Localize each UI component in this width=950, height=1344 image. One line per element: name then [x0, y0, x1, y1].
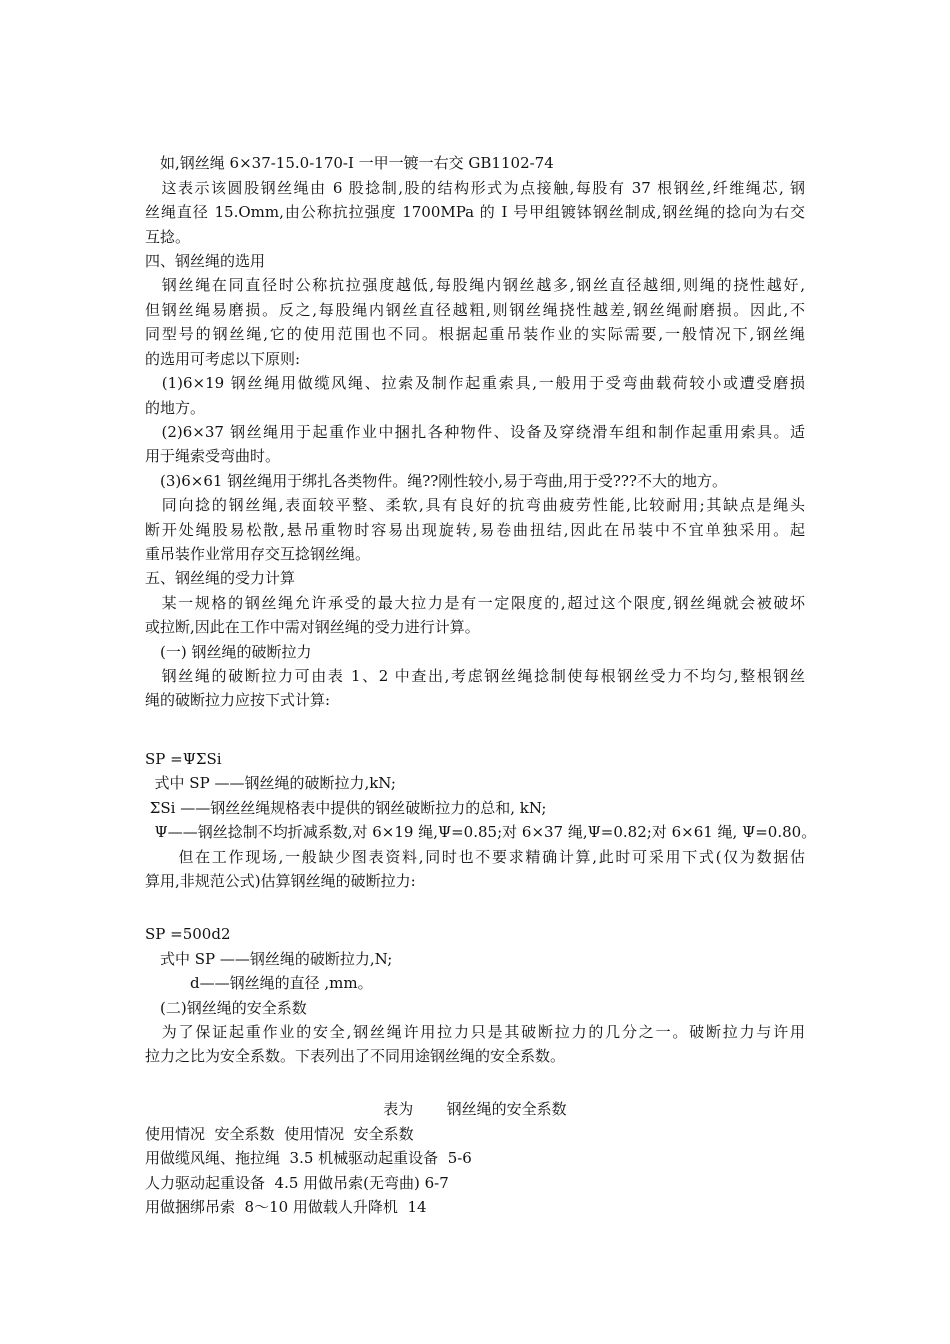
text-line: 算用,非规范公式)估算钢丝绳的破断拉力:	[145, 872, 416, 890]
text-line: 但在工作现场,一般缺少图表资料,同时也不要求精确计算,此时可采用下式(仅为数据估	[145, 848, 805, 866]
text-line: 重吊装作业常用存交互捻钢丝绳。	[145, 545, 371, 563]
formula-definition: Ψ——钢丝捻制不均折减系数,对 6×19 绳,Ψ=0.85;对 6×37 绳,Ψ=0.82;对 6×61 绳, Ψ=0.80。	[145, 823, 817, 841]
table-row: 用做缆风绳、拖拉绳 3.5 机械驱动起重设备 5-6	[145, 1149, 472, 1167]
text-line: 用于绳索受弯曲时。	[145, 447, 281, 465]
text-line: 断开处绳股易松散,悬吊重物时容易出现旋转,易卷曲扭结,因此在吊装中不宜单独采用。起	[145, 521, 805, 539]
text-line: 的选用可考虑以下原则:	[145, 350, 301, 368]
text-line: 如,钢丝绳 6×37-15.0-170-I 一甲一镀一右交 GB1102-74	[145, 154, 554, 172]
text-line: 同型号的钢丝绳,它的使用范围也不同。根据起重吊装作业的实际需要,一般情况下,钢丝绳	[145, 325, 805, 343]
text-line: 或拉断,因此在工作中需对钢丝绳的受力进行计算。	[145, 618, 480, 636]
text-line: 的地方。	[145, 399, 206, 417]
text-line: 互捻。	[145, 228, 191, 246]
section-heading: 四、钢丝绳的选用	[145, 252, 266, 270]
text-line: 但钢丝绳易磨损。反之,每股绳内钢丝直径越粗,则钢丝绳挠性越差,钢丝绳耐磨损。因此,不	[145, 301, 805, 319]
table-row: 人力驱动起重设备 4.5 用做吊索(无弯曲) 6-7	[145, 1174, 449, 1192]
table-row: 用做捆绑吊索 8～10 用做载人升降机 14	[145, 1198, 427, 1216]
formula: SP =ΨΣSi	[145, 750, 222, 768]
text-line: (1)6×19 钢丝绳用做缆风绳、拉索及制作起重索具,一般用于受弯曲载荷较小或遭受磨损	[145, 374, 805, 392]
text-line: 绳的破断拉力应按下式计算:	[145, 691, 331, 709]
text-line: 丝绳直径 15.Omm,由公称抗拉强度 1700MPa 的 I 号甲组镀钵钢丝制成,钢丝绳的捻向为右交	[145, 203, 805, 221]
formula-definition: d——钢丝绳的直径 ,mm。	[145, 974, 373, 992]
table-row: 使用情况 安全系数 使用情况 安全系数	[145, 1125, 414, 1143]
subsection-heading: (二)钢丝绳的安全系数	[145, 999, 307, 1017]
text-line: 某一规格的钢丝绳允许承受的最大拉力是有一定限度的,超过这个限度,钢丝绳就会被破坏	[145, 594, 805, 612]
formula-definition: 式中 SP ——钢丝绳的破断拉力,N;	[145, 950, 393, 968]
text-line: 为了保证起重作业的安全,钢丝绳许用拉力只是其破断拉力的几分之一。破断拉力与许用	[145, 1023, 805, 1041]
formula-definition: 式中 SP ——钢丝绳的破断拉力,kN;	[145, 774, 396, 792]
table-caption: 表为 钢丝绳的安全系数	[383, 1100, 567, 1118]
text-line: 同向捻的钢丝绳,表面较平整、柔软,具有良好的抗弯曲疲劳性能,比较耐用;其缺点是绳头	[145, 496, 805, 514]
text-line: 钢丝绳在同直径时公称抗拉强度越低,每股绳内钢丝越多,钢丝直径越细,则绳的挠性越好,	[145, 276, 805, 294]
text-line: 这表示该圆股钢丝绳由 6 股捻制,股的结构形式为点接触,每股有 37 根钢丝,纤维绳芯, 钢	[145, 179, 805, 197]
text-line: 钢丝绳的破断拉力可由表 1、2 中查出,考虑钢丝绳捻制使每根钢丝受力不均匀,整根钢丝	[145, 667, 805, 685]
section-heading: 五、钢丝绳的受力计算	[145, 569, 296, 587]
formula-definition: ΣSi ——钢丝丝绳规格表中提供的钢丝破断拉力的总和, kN;	[145, 799, 547, 817]
text-line: (3)6×61 钢丝绳用于绑扎各类物件。绳??刚性较小,易于弯曲,用于受???不大的地方。	[145, 472, 727, 490]
formula: SP =500d2	[145, 925, 231, 943]
subsection-heading: (一) 钢丝绳的破断拉力	[145, 643, 312, 661]
text-line: 拉力之比为安全系数。下表列出了不同用途钢丝绳的安全系数。	[145, 1047, 566, 1065]
text-line: (2)6×37 钢丝绳用于起重作业中捆扎各种物件、设备及穿绕滑车组和制作起重用索具。适	[145, 423, 805, 441]
